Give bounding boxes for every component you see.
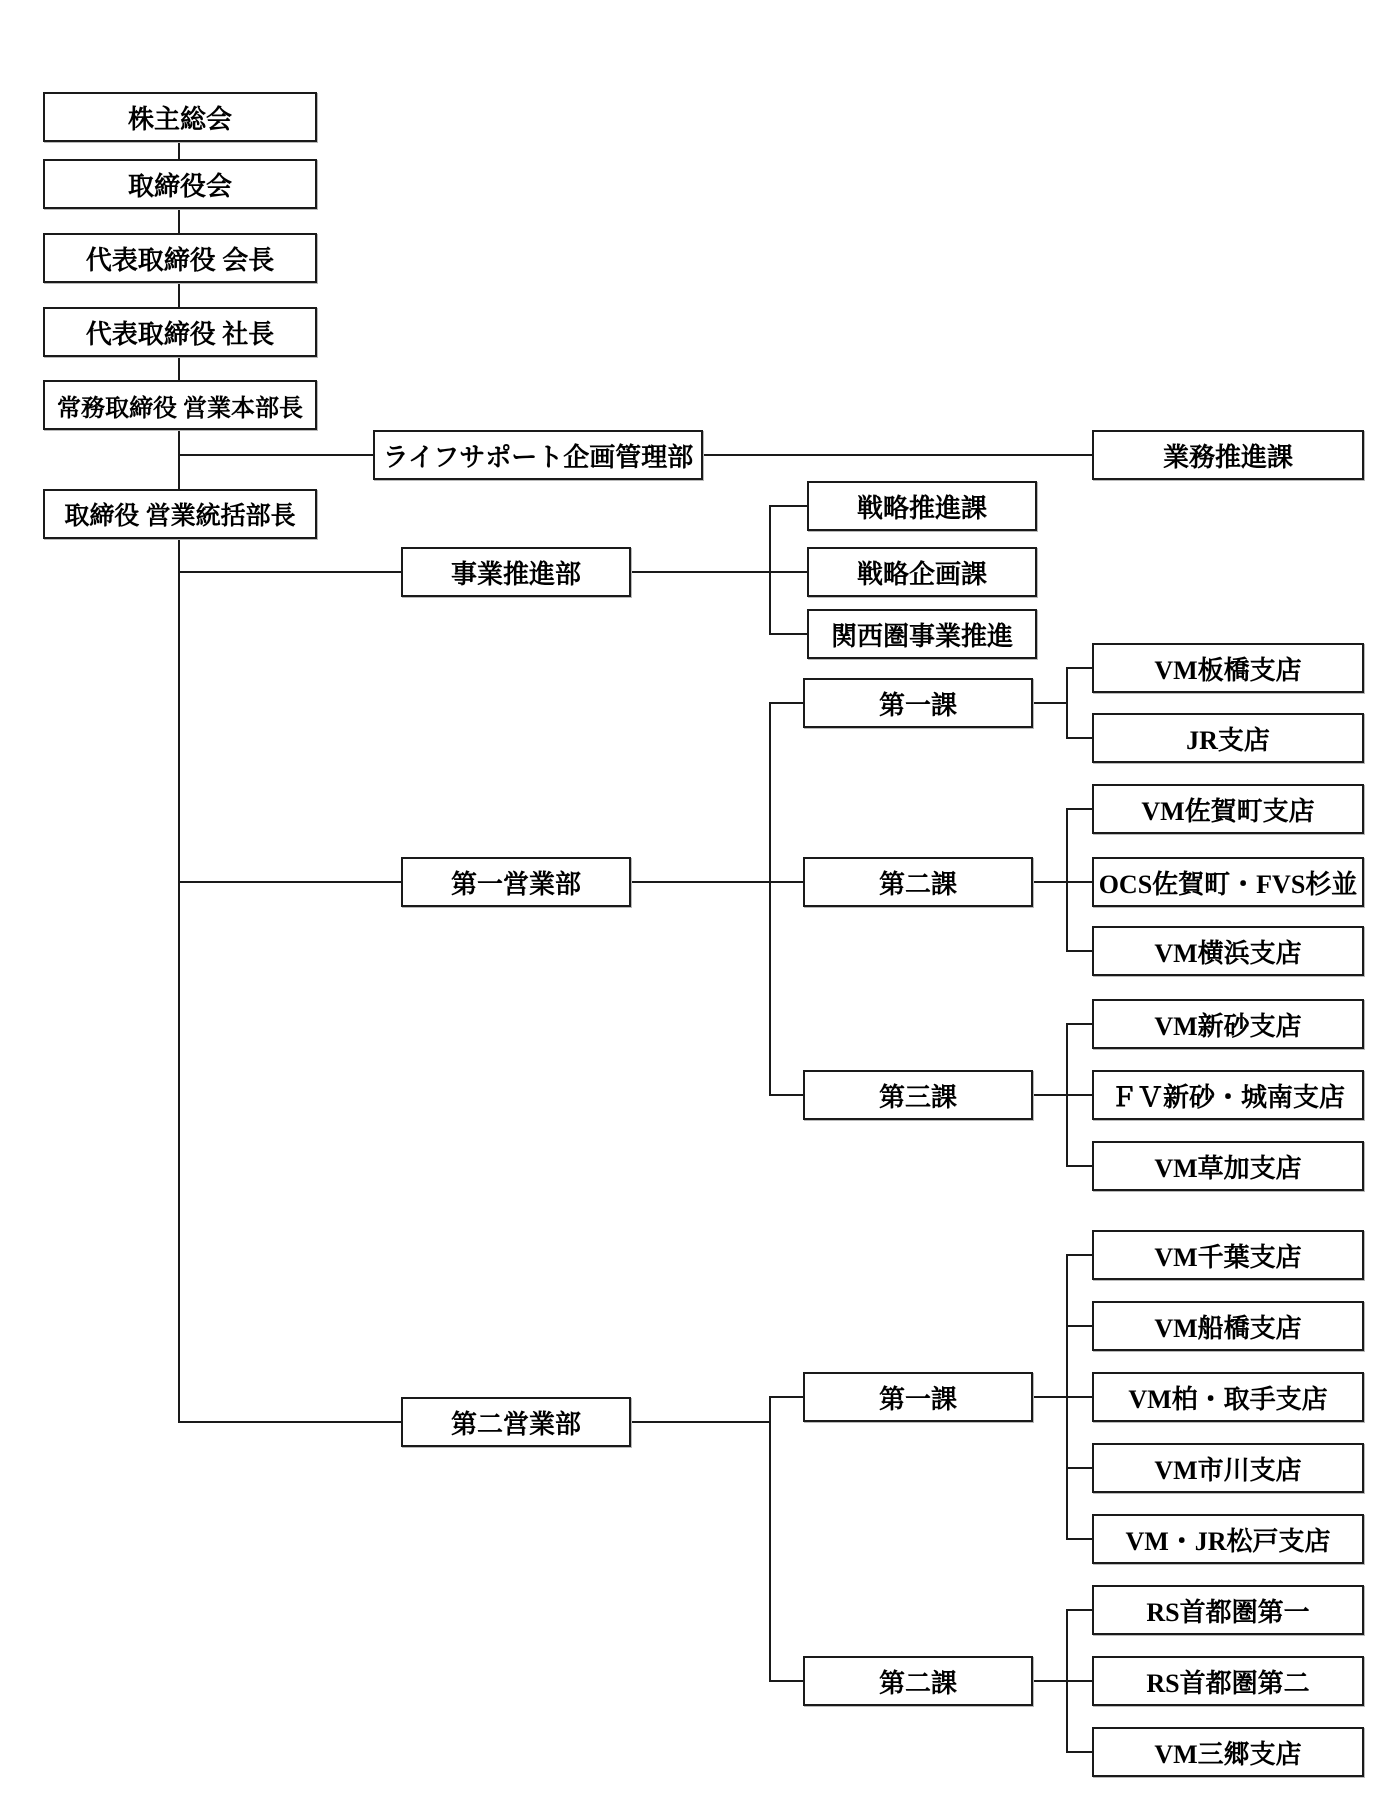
connector-line — [178, 209, 180, 234]
node-vm-itabashi-branch: VM板橋支店 — [1092, 643, 1364, 693]
connector-line — [1066, 950, 1092, 952]
node-vm-misato-branch: VM三郷支店 — [1092, 1727, 1364, 1777]
node-vm-kashiwa-toride-branch: VM柏・取手支店 — [1092, 1372, 1364, 1422]
connector-line — [178, 430, 180, 489]
node-vm-sagacho-branch: VM佐賀町支店 — [1092, 784, 1364, 834]
connector-line — [1066, 1165, 1092, 1167]
node-second-sales-dept: 第二営業部 — [401, 1397, 631, 1447]
node-business-promotion-section: 業務推進課 — [1092, 430, 1364, 480]
connector-line — [1066, 808, 1068, 952]
node-shareholders-meeting: 株主総会 — [43, 92, 317, 142]
node-vm-soka-branch: VM草加支店 — [1092, 1141, 1364, 1191]
node-rs-shutoken-no2: RS首都圏第二 — [1092, 1656, 1364, 1706]
node-jr-branch: JR支店 — [1092, 713, 1364, 763]
connector-line — [1066, 1023, 1092, 1025]
connector-line — [1066, 1254, 1068, 1540]
connector-line — [631, 571, 807, 573]
connector-line — [178, 142, 180, 160]
node-representative-director-president: 代表取締役 社長 — [43, 307, 317, 357]
connector-line — [769, 505, 771, 635]
connector-line — [769, 702, 771, 1096]
connector-line — [769, 505, 807, 507]
node-sales2-section1: 第一課 — [803, 1372, 1033, 1422]
node-vm-yokohama-branch: VM横浜支店 — [1092, 926, 1364, 976]
node-vm-shinsuna-branch: VM新砂支店 — [1092, 999, 1364, 1049]
connector-line — [631, 881, 803, 883]
connector-line — [769, 633, 807, 635]
connector-line — [178, 1421, 401, 1423]
connector-line — [769, 1396, 771, 1682]
connector-line — [1066, 1609, 1092, 1611]
node-strategy-planning-section: 戦略企画課 — [807, 547, 1037, 597]
node-vm-ichikawa-branch: VM市川支店 — [1092, 1443, 1364, 1493]
connector-line — [1033, 881, 1092, 883]
connector-line — [1066, 1325, 1092, 1327]
node-life-support-planning-admin-dept: ライフサポート企画管理部 — [373, 430, 703, 480]
connector-line — [1066, 808, 1092, 810]
connector-line — [769, 1396, 803, 1398]
trunk-line — [178, 539, 180, 1423]
connector-line — [178, 571, 401, 573]
connector-line — [1033, 702, 1068, 704]
node-fv-shinsuna-jonan-branch: ＦＶ新砂・城南支店 — [1092, 1070, 1364, 1120]
connector-line — [1033, 1396, 1092, 1398]
node-board-of-directors: 取締役会 — [43, 159, 317, 209]
connector-line — [178, 881, 401, 883]
node-sales2-section2: 第二課 — [803, 1656, 1033, 1706]
connector-line — [178, 454, 373, 456]
node-strategy-promotion-section: 戦略推進課 — [807, 481, 1037, 531]
connector-line — [1066, 1254, 1092, 1256]
connector-line — [1066, 1538, 1092, 1540]
connector-line — [769, 1094, 803, 1096]
node-business-development-dept: 事業推進部 — [401, 547, 631, 597]
node-sales1-section3: 第三課 — [803, 1070, 1033, 1120]
node-director-sales-supervision-head: 取締役 営業統括部長 — [43, 489, 317, 539]
connector-line — [1066, 667, 1068, 739]
connector-line — [769, 702, 803, 704]
node-kansai-area-business-promotion: 関西圏事業推進 — [807, 609, 1037, 659]
connector-line — [1033, 1094, 1092, 1096]
connector-line — [1066, 1751, 1092, 1753]
node-sales1-section1: 第一課 — [803, 678, 1033, 728]
connector-line — [769, 1680, 803, 1682]
node-rs-shutoken-no1: RS首都圏第一 — [1092, 1585, 1364, 1635]
connector-line — [1066, 1467, 1092, 1469]
node-vm-funabashi-branch: VM船橋支店 — [1092, 1301, 1364, 1351]
node-managing-director-sales-hq-head: 常務取締役 営業本部長 — [43, 380, 317, 430]
connector-line — [1033, 1680, 1092, 1682]
connector-line — [631, 1421, 771, 1423]
node-sales1-section2: 第二課 — [803, 857, 1033, 907]
connector-line — [1066, 737, 1092, 739]
node-vm-chiba-branch: VM千葉支店 — [1092, 1230, 1364, 1280]
connector-line — [1066, 667, 1092, 669]
node-first-sales-dept: 第一営業部 — [401, 857, 631, 907]
node-ocs-sagacho-fvs-suginami: OCS佐賀町・FVS杉並 — [1092, 857, 1364, 907]
connector-line — [178, 283, 180, 308]
node-representative-director-chairman: 代表取締役 会長 — [43, 233, 317, 283]
node-vm-jr-matsudo-branch: VM・JR松戸支店 — [1092, 1514, 1364, 1564]
connector-line — [1066, 1609, 1068, 1753]
connector-line — [703, 454, 1092, 456]
connector-line — [178, 357, 180, 381]
connector-line — [1066, 1023, 1068, 1167]
